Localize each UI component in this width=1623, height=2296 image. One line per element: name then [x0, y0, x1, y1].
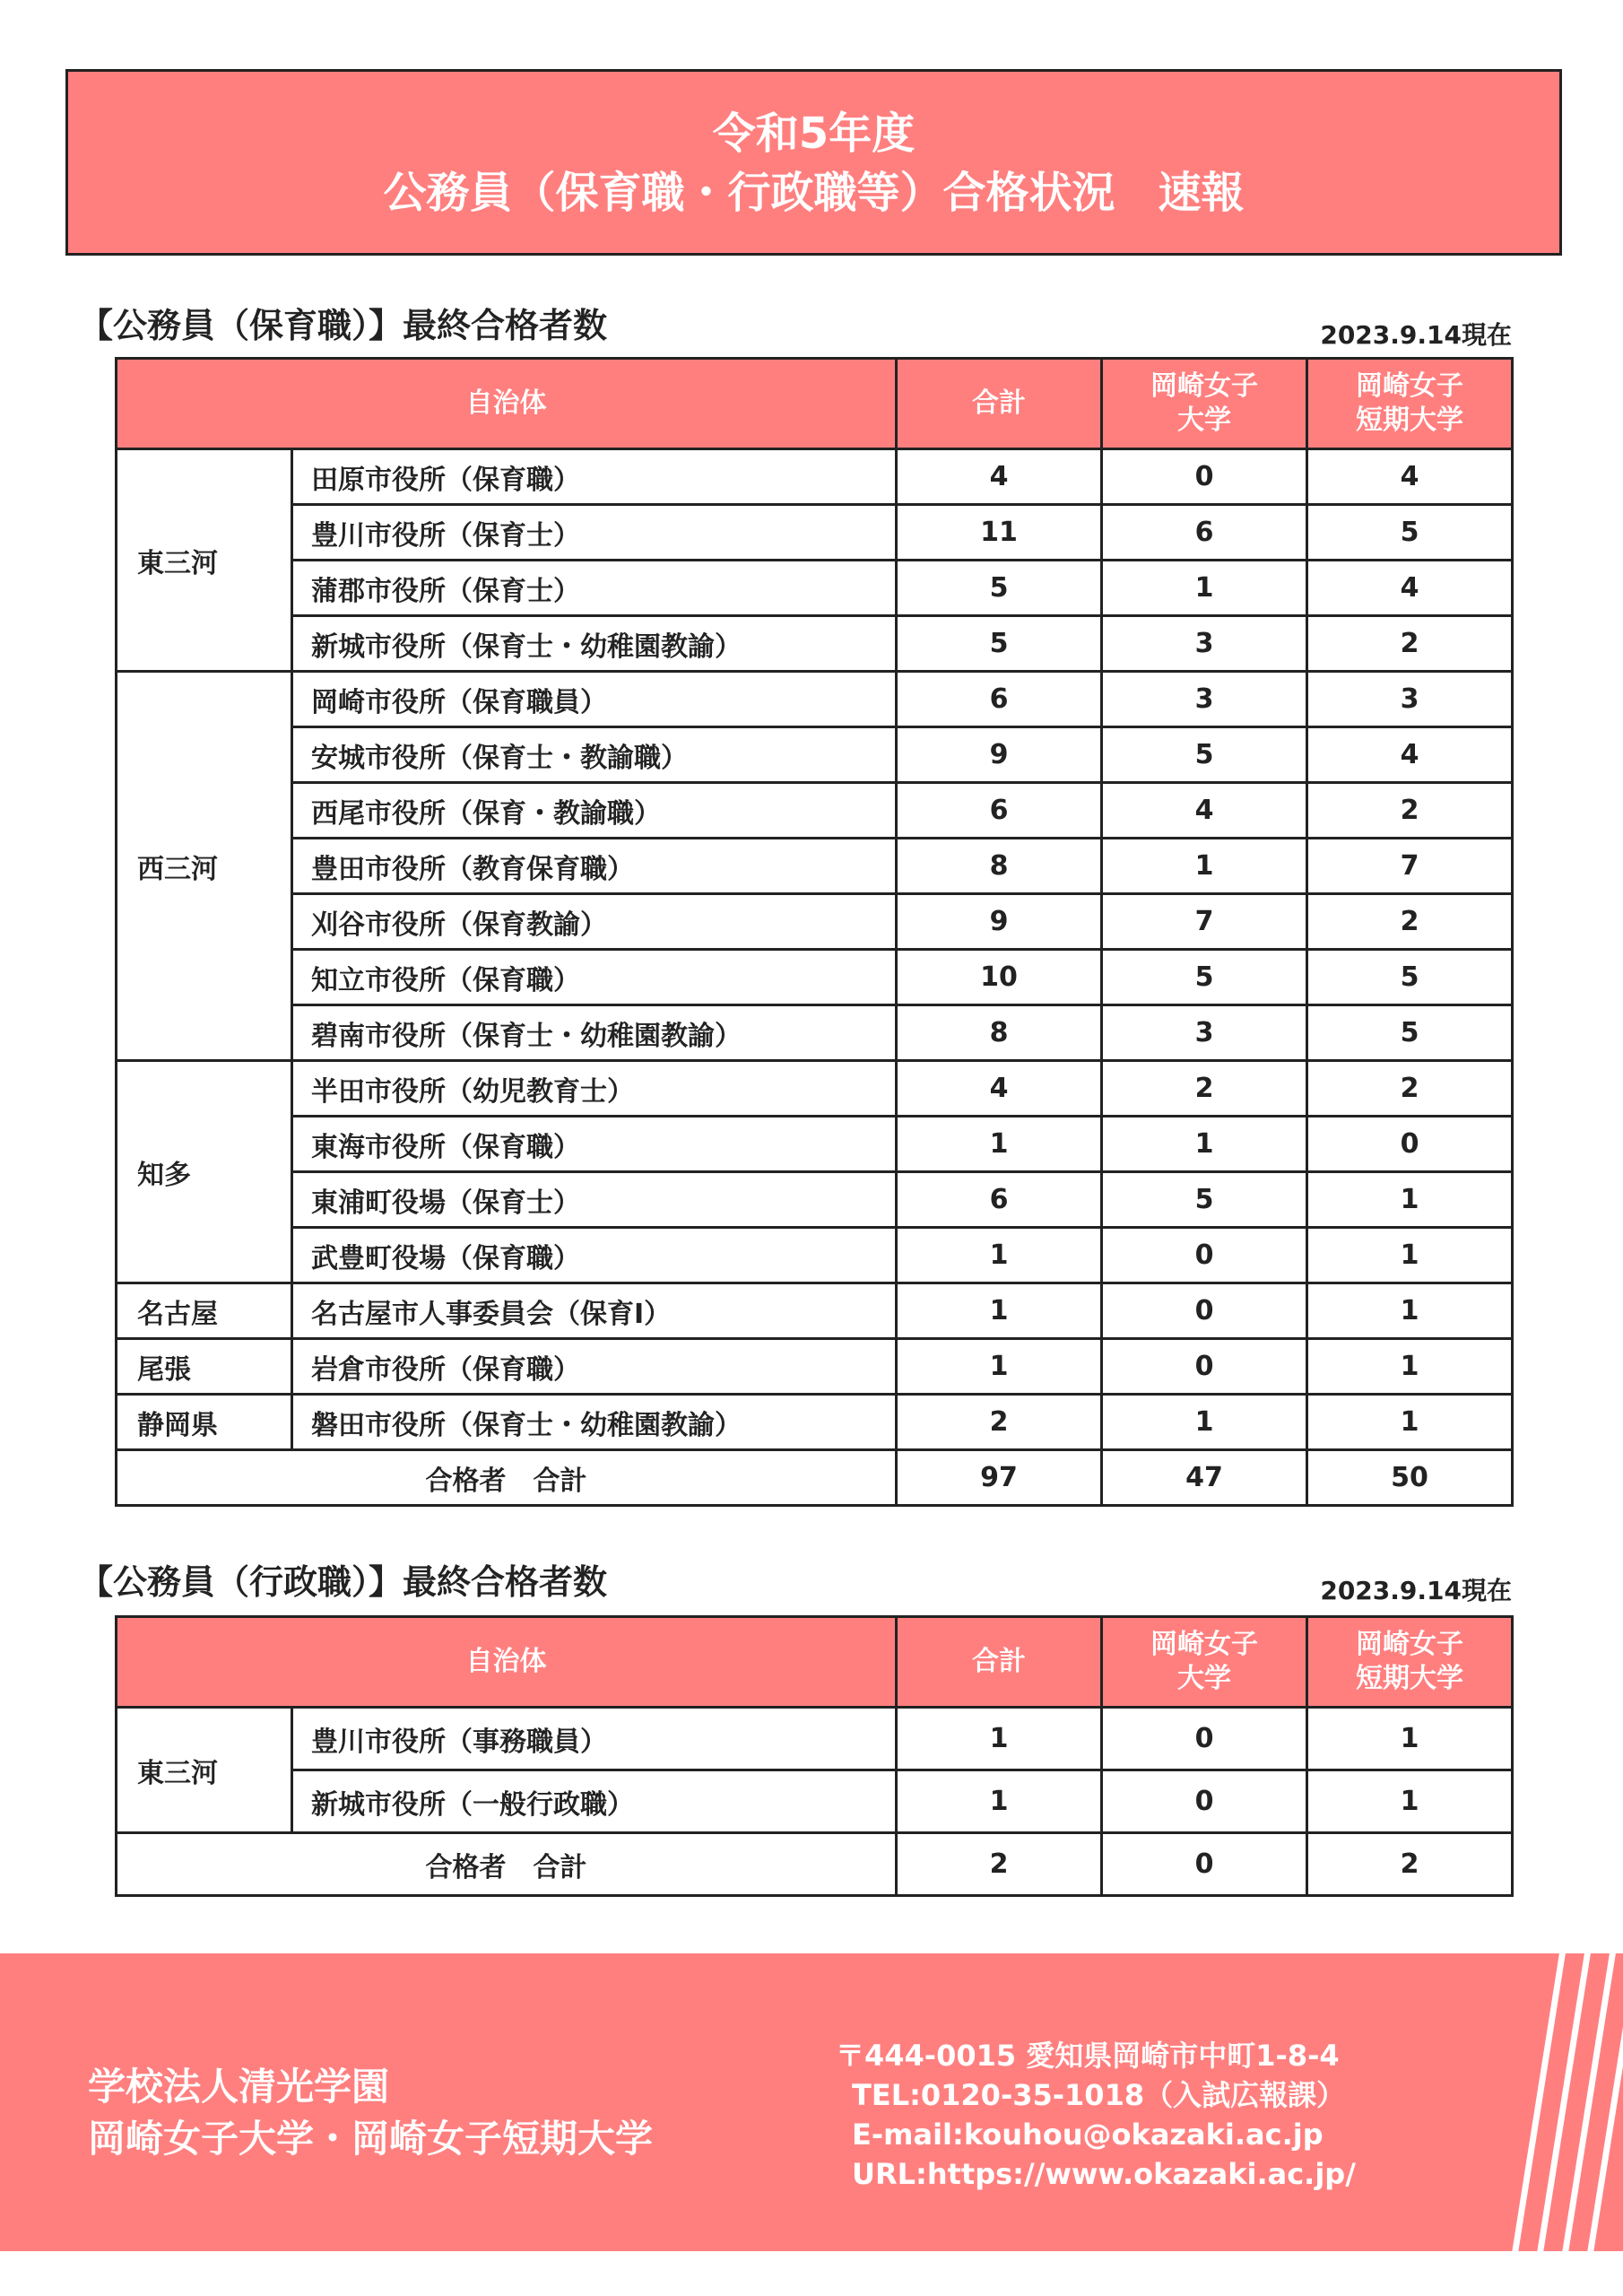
col-municipality: 自治体 — [117, 359, 897, 449]
section2-title: 【公務員（行政職）】最終合格者数 — [79, 1562, 608, 1602]
table-row — [117, 950, 1513, 1005]
col-university: 岡崎女子 大学 — [1102, 359, 1307, 449]
count-cell: 5 — [1102, 1172, 1307, 1228]
municipality-cell: 半田市役所（幼児教育士） — [292, 1061, 897, 1117]
count-cell: 1 — [897, 1770, 1102, 1833]
count-cell: 6 — [897, 783, 1102, 839]
table-row — [117, 672, 1513, 727]
count-cell: 1 — [897, 1283, 1102, 1339]
count-cell: 4 — [1307, 449, 1513, 505]
count-cell: 2 — [897, 1395, 1102, 1450]
count-cell: 6 — [897, 1172, 1102, 1228]
municipality-cell: 岩倉市役所（保育職） — [292, 1339, 897, 1395]
count-cell: 1 — [1307, 1395, 1513, 1450]
table-row — [117, 1395, 1513, 1450]
table-row — [117, 839, 1513, 894]
count-cell: 1 — [1307, 1339, 1513, 1395]
footer-org: 学校法人清光学園 — [88, 2065, 390, 2109]
col-municipality: 自治体 — [117, 1617, 897, 1708]
total-row — [117, 1450, 1513, 1506]
count-cell: 3 — [1102, 616, 1307, 672]
count-cell: 1 — [1307, 1172, 1513, 1228]
count-cell: 1 — [1102, 1395, 1307, 1450]
region-cell: 名古屋 — [117, 1283, 292, 1339]
total-cell: 97 — [897, 1450, 1102, 1506]
footer-tel: TEL:0120-35-1018（入試広報課） — [852, 2078, 1346, 2112]
footer-email[interactable]: E-mail:kouhou@okazaki.ac.jp — [852, 2118, 1324, 2152]
count-cell: 2 — [1307, 894, 1513, 950]
region-cell: 尾張 — [117, 1339, 292, 1395]
count-cell: 3 — [1307, 672, 1513, 727]
count-cell: 0 — [1102, 1708, 1307, 1770]
col-junior-college: 岡崎女子 短期大学 — [1307, 359, 1513, 449]
total-cell: 2 — [897, 1833, 1102, 1896]
count-cell: 1 — [1102, 1117, 1307, 1172]
count-cell: 2 — [1307, 1061, 1513, 1117]
municipality-cell: 新城市役所（保育士・幼稚園教諭） — [292, 616, 897, 672]
count-cell: 5 — [1307, 505, 1513, 561]
nursery-table — [115, 357, 1514, 1507]
region-cell: 東三河 — [117, 1708, 292, 1833]
count-cell: 5 — [1307, 1005, 1513, 1061]
col-university: 岡崎女子 大学 — [1102, 1617, 1307, 1708]
count-cell: 8 — [897, 839, 1102, 894]
total-cell: 2 — [1307, 1833, 1513, 1896]
count-cell: 6 — [897, 672, 1102, 727]
count-cell: 1 — [897, 1708, 1102, 1770]
municipality-cell: 磐田市役所（保育士・幼稚園教諭） — [292, 1395, 897, 1450]
table-row — [117, 1283, 1513, 1339]
count-cell: 4 — [1307, 727, 1513, 783]
col-total: 合計 — [897, 1617, 1102, 1708]
table-row — [117, 1061, 1513, 1117]
count-cell: 0 — [1102, 449, 1307, 505]
count-cell: 10 — [897, 950, 1102, 1005]
header-title: 公務員（保育職・行政職等）合格状況 速報 — [383, 168, 1245, 218]
count-cell: 4 — [897, 449, 1102, 505]
table-row — [117, 1770, 1513, 1833]
region-cell: 静岡県 — [117, 1395, 292, 1450]
count-cell: 4 — [897, 1061, 1102, 1117]
total-label: 合格者 合計 — [117, 1450, 897, 1506]
count-cell: 7 — [1307, 839, 1513, 894]
municipality-cell: 名古屋市人事委員会（保育Ⅰ） — [292, 1283, 897, 1339]
table-row — [117, 449, 1513, 505]
count-cell: 3 — [1102, 672, 1307, 727]
count-cell: 5 — [1102, 950, 1307, 1005]
count-cell: 5 — [897, 561, 1102, 616]
count-cell: 1 — [1307, 1770, 1513, 1833]
count-cell: 4 — [1307, 561, 1513, 616]
table-row — [117, 1228, 1513, 1283]
municipality-cell: 岡崎市役所（保育職員） — [292, 672, 897, 727]
region-cell: 東三河 — [117, 449, 292, 672]
municipality-cell: 豊川市役所（事務職員） — [292, 1708, 897, 1770]
count-cell: 9 — [897, 894, 1102, 950]
municipality-cell: 東海市役所（保育職） — [292, 1117, 897, 1172]
decorative-stripe — [1558, 1953, 1619, 2251]
municipality-cell: 武豊町役場（保育職） — [292, 1228, 897, 1283]
region-cell: 西三河 — [117, 672, 292, 1061]
region-cell: 知多 — [117, 1061, 292, 1283]
table-row — [117, 1708, 1513, 1770]
decorative-stripe — [1508, 1953, 1568, 2251]
municipality-cell: 知立市役所（保育職） — [292, 950, 897, 1005]
municipality-cell: 豊田市役所（教育保育職） — [292, 839, 897, 894]
footer-address: 〒444-0015 愛知県岡崎市中町1-8-4 — [836, 2039, 1340, 2073]
table-row — [117, 1172, 1513, 1228]
footer — [0, 1953, 1623, 2251]
municipality-cell: 碧南市役所（保育士・幼稚園教諭） — [292, 1005, 897, 1061]
footer-schools: 岡崎女子大学・岡崎女子短期大学 — [88, 2117, 654, 2161]
total-cell: 47 — [1102, 1450, 1307, 1506]
section1-title: 【公務員（保育職）】最終合格者数 — [79, 306, 608, 345]
header-year: 令和5年度 — [712, 109, 916, 159]
count-cell: 1 — [1307, 1283, 1513, 1339]
total-cell: 50 — [1307, 1450, 1513, 1506]
col-junior-college: 岡崎女子 短期大学 — [1307, 1617, 1513, 1708]
count-cell: 8 — [897, 1005, 1102, 1061]
count-cell: 2 — [1102, 1061, 1307, 1117]
table-row — [117, 616, 1513, 672]
municipality-cell: 田原市役所（保育職） — [292, 449, 897, 505]
col-total: 合計 — [897, 359, 1102, 449]
total-cell: 0 — [1102, 1833, 1307, 1896]
table-row — [117, 561, 1513, 616]
count-cell: 0 — [1102, 1228, 1307, 1283]
count-cell: 9 — [897, 727, 1102, 783]
decorative-stripe — [1533, 1953, 1593, 2251]
count-cell: 4 — [1102, 783, 1307, 839]
count-cell: 1 — [1102, 839, 1307, 894]
count-cell: 1 — [897, 1228, 1102, 1283]
count-cell: 7 — [1102, 894, 1307, 950]
total-row — [117, 1833, 1513, 1896]
table-row — [117, 727, 1513, 783]
municipality-cell: 東浦町役場（保育士） — [292, 1172, 897, 1228]
count-cell: 1 — [1102, 561, 1307, 616]
count-cell: 0 — [1102, 1770, 1307, 1833]
municipality-cell: 西尾市役所（保育・教諭職） — [292, 783, 897, 839]
count-cell: 5 — [1307, 950, 1513, 1005]
table-row — [117, 1005, 1513, 1061]
admin-table — [115, 1615, 1514, 1897]
municipality-cell: 安城市役所（保育士・教諭職） — [292, 727, 897, 783]
count-cell: 2 — [1307, 616, 1513, 672]
table-row — [117, 1117, 1513, 1172]
footer-url[interactable]: URL:https://www.okazaki.ac.jp/ — [852, 2157, 1356, 2191]
count-cell: 0 — [1307, 1117, 1513, 1172]
count-cell: 1 — [1307, 1708, 1513, 1770]
count-cell: 1 — [1307, 1228, 1513, 1283]
section1-date: 2023.9.14現在 — [1320, 320, 1512, 350]
count-cell: 5 — [1102, 727, 1307, 783]
count-cell: 3 — [1102, 1005, 1307, 1061]
municipality-cell: 蒲郡市役所（保育士） — [292, 561, 897, 616]
page-header — [65, 69, 1562, 256]
table-row — [117, 505, 1513, 561]
count-cell: 0 — [1102, 1283, 1307, 1339]
count-cell: 5 — [897, 616, 1102, 672]
total-label: 合格者 合計 — [117, 1833, 897, 1896]
count-cell: 6 — [1102, 505, 1307, 561]
municipality-cell: 新城市役所（一般行政職） — [292, 1770, 897, 1833]
count-cell: 11 — [897, 505, 1102, 561]
count-cell: 1 — [897, 1117, 1102, 1172]
table-row — [117, 894, 1513, 950]
count-cell: 1 — [897, 1339, 1102, 1395]
section2-date: 2023.9.14現在 — [1320, 1576, 1512, 1605]
table-row — [117, 1339, 1513, 1395]
count-cell: 0 — [1102, 1339, 1307, 1395]
municipality-cell: 豊川市役所（保育士） — [292, 505, 897, 561]
municipality-cell: 刈谷市役所（保育教諭） — [292, 894, 897, 950]
count-cell: 2 — [1307, 783, 1513, 839]
table-row — [117, 783, 1513, 839]
